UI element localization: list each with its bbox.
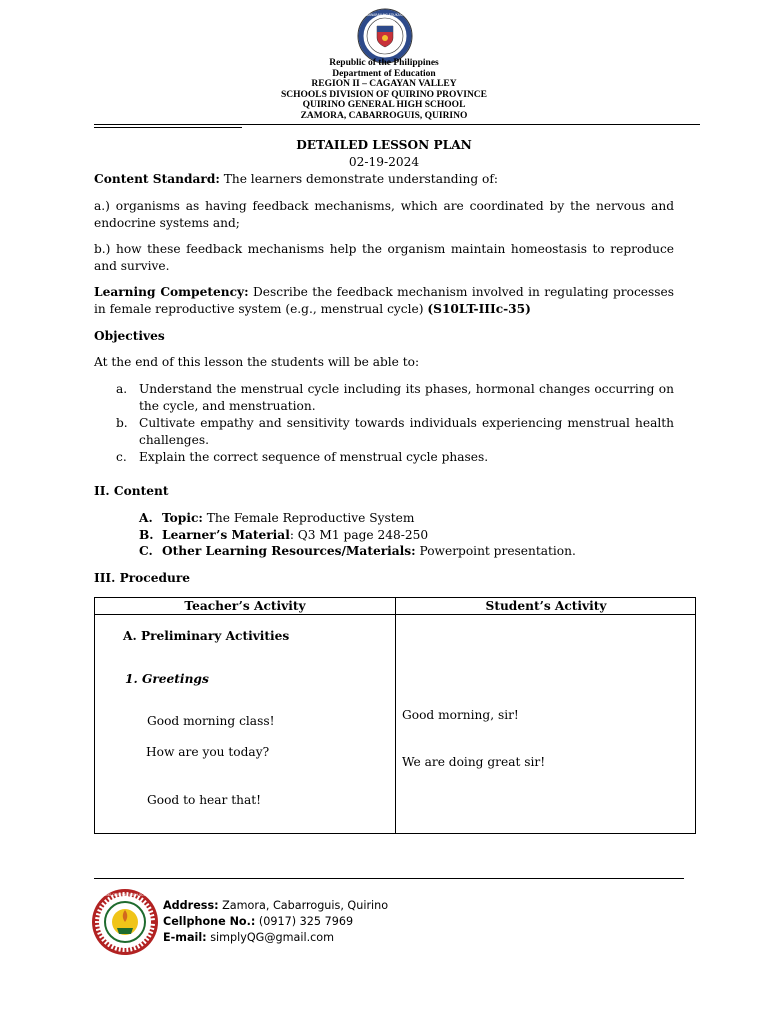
teacher-line: Good morning class! <box>147 714 275 728</box>
student-activity-header: Student’s Activity <box>485 599 607 613</box>
content-standard-item-b: b.) how these feedback mechanisms help the organism maintain homeostasis to reproduce and survive. <box>94 242 674 273</box>
school-logo-text: QUIRINO GENERAL HIGH SCHOOL <box>96 893 154 897</box>
letterhead-line: Republic of the Philippines <box>329 58 439 68</box>
content-standard-label: Content Standard: <box>94 172 220 186</box>
letterhead-line: Department of Education <box>332 68 436 79</box>
content-standard <box>94 171 674 188</box>
list-marker: a. <box>116 382 128 396</box>
objectives-intro: At the end of this lesson the students will be able to: <box>94 355 420 369</box>
procedure-table <box>94 597 696 834</box>
objectives-list <box>116 381 674 466</box>
phone-label: Cellphone No.: <box>163 915 256 928</box>
address-value: Zamora, Cabarroguis, Quirino <box>222 899 389 912</box>
procedure-heading: III. Procedure <box>94 571 191 585</box>
content-standard-item-a: a.) organisms as having feedback mechanisms, which are coordinated by the nervous and endocrine systems and; <box>94 199 674 230</box>
content-value: Powerpoint presentation. <box>415 544 576 558</box>
content-value: The Female Reproductive System <box>202 511 415 525</box>
content-heading: II. Content <box>94 484 169 498</box>
list-item <box>116 381 674 415</box>
list-item <box>139 527 679 544</box>
phone-value: (0917) 325 7969 <box>258 915 354 928</box>
letterhead-line: ZAMORA, CABARROGUIS, QUIRINO <box>300 110 468 121</box>
teacher-activity-header: Teacher’s Activity <box>184 599 306 613</box>
header-divider <box>94 124 700 125</box>
content-standard-text: The learners demonstrate understanding of: <box>223 172 498 186</box>
content-value: : Q3 M1 page 248-250 <box>289 527 429 542</box>
document-title: DETAILED LESSON PLAN <box>296 138 472 152</box>
footer-contact <box>163 898 388 946</box>
letterhead-line: SCHOOLS DIVISION OF QUIRINO PROVINCE <box>280 89 488 100</box>
list-marker: c. <box>116 450 127 464</box>
preliminary-activities-heading: A. Preliminary Activities <box>123 629 290 643</box>
learning-competency-text: Describe the feedback mechanism involved in regulating processes in female reproductive system (e.g., menstrual cycle) <box>94 285 674 316</box>
learning-competency <box>94 284 674 318</box>
letterhead-line: QUIRINO GENERAL HIGH SCHOOL <box>302 100 466 111</box>
email-value: simplyQG@gmail.com <box>210 931 335 944</box>
content-label: Topic: <box>162 511 203 525</box>
teacher-line: How are you today? <box>146 745 270 759</box>
school-logo <box>91 888 159 956</box>
list-text: Cultivate empathy and sensitivity towards individuals experiencing menstrual health challenges. <box>139 416 674 447</box>
email-label: E-mail: <box>163 931 207 944</box>
list-marker: B. <box>139 527 154 542</box>
document-date: 02-19-2024 <box>348 155 420 169</box>
list-marker: C. <box>139 544 153 558</box>
teacher-line: Good to hear that! <box>147 793 262 807</box>
list-item <box>116 415 674 449</box>
objectives-heading: Objectives <box>94 329 165 343</box>
list-marker: A. <box>139 511 153 525</box>
learning-competency-code: (S10LT-IIIc-35) <box>427 302 531 316</box>
student-line: We are doing great sir! <box>402 755 546 769</box>
list-text: Explain the correct sequence of menstrual cycle phases. <box>139 450 489 464</box>
deped-seal-logo <box>357 8 413 64</box>
list-item <box>116 449 674 466</box>
learning-competency-label: Learning Competency: <box>94 285 249 299</box>
list-marker: b. <box>116 416 128 430</box>
content-label: Other Learning Resources/Materials: <box>162 544 416 558</box>
list-item <box>139 510 679 527</box>
table-column-divider <box>395 598 396 833</box>
letterhead-line: REGION II – CAGAYAN VALLEY <box>311 79 457 90</box>
footer-address <box>163 898 388 914</box>
content-label: Learner’s Material <box>162 527 290 542</box>
letterhead <box>94 58 674 122</box>
footer-email <box>163 930 388 946</box>
table-header-divider <box>95 614 695 615</box>
list-text: Understand the menstrual cycle including its phases, hormonal changes occurring on the cycle, and menstruation. <box>139 382 674 413</box>
student-line: Good morning, sir! <box>402 708 519 722</box>
greetings-heading: 1. Greetings <box>125 672 209 686</box>
content-list <box>139 510 679 560</box>
footer-phone <box>163 914 388 930</box>
address-label: Address: <box>163 899 219 912</box>
list-item <box>139 543 679 560</box>
seal-text: KAGAWARAN NG EDUKASYON <box>361 13 409 17</box>
header-divider-accent <box>94 127 242 128</box>
footer-divider <box>94 878 684 879</box>
